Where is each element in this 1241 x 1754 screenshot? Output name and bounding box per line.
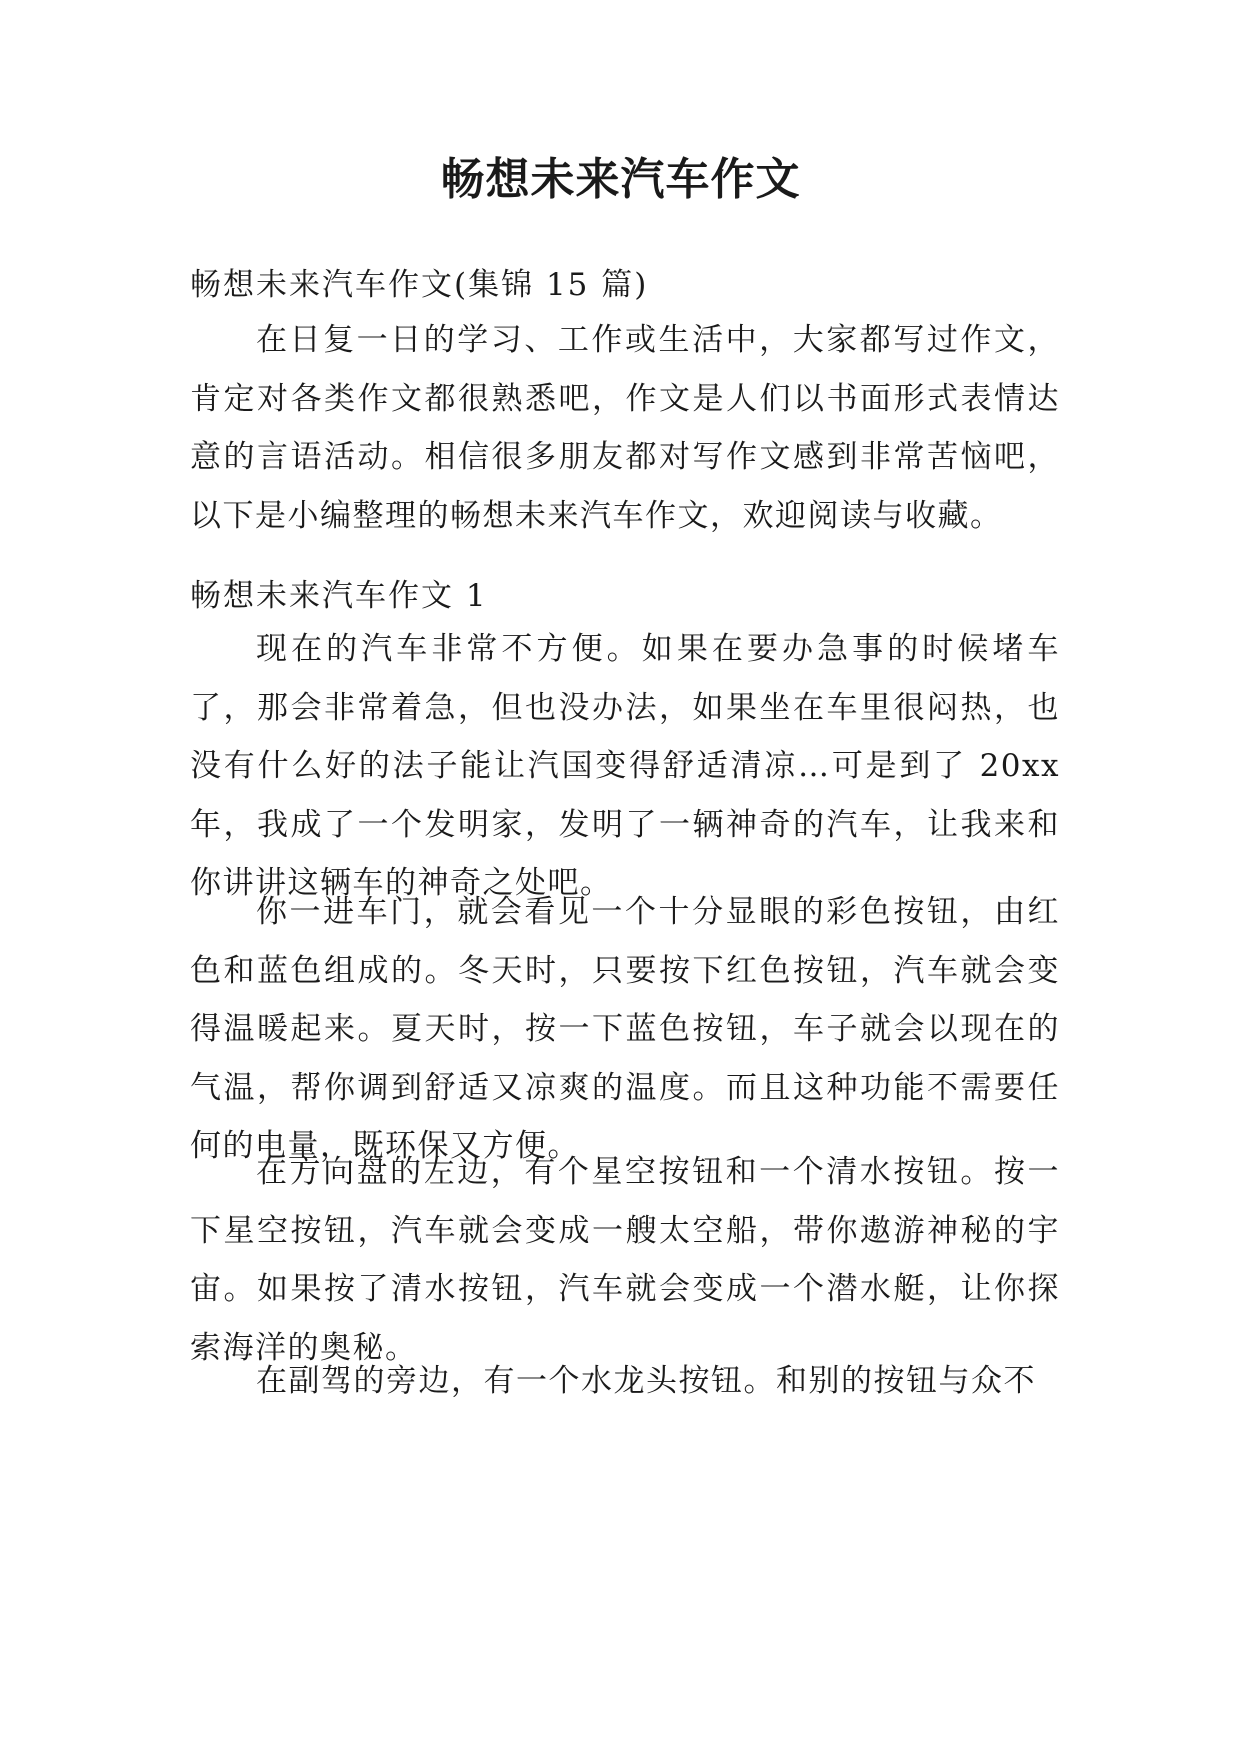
body-paragraph-4: 在副驾的旁边，有一个水龙头按钮。和别的按钮与众不 bbox=[256, 1363, 1036, 1399]
collection-subtitle: 畅想未来汽车作文(集锦 15 篇) bbox=[190, 267, 649, 303]
body-paragraph-3: 在方向盘的左边，有个星空按钮和一个清水按钮。按一下星空按钮，汽车就会变成一艘太空船，带你遨游神秘的宇宙。如果按了清水按钮，汽车就会变成一个潜水艇，让你探索海洋的奥秘。 bbox=[190, 1154, 1060, 1366]
document-title: 畅想未来汽车作文 bbox=[440, 154, 801, 205]
body-paragraph-2: 你一进车门，就会看见一个十分显眼的彩色按钮，由红色和蓝色组成的。冬天时，只要按下红色按钮，汽车就会变得温暖起来。夏天时，按一下蓝色按钮，车子就会以现在的气温，帮你调到舒适又凉爽的温度。而且这种功能不需要任何的电量，既环保又方便。 bbox=[190, 894, 1060, 1164]
body-paragraph-1: 现在的汽车非常不方便。如果在要办急事的时候堵车了，那会非常着急，但也没办法，如果坐在车里很闷热，也没有什么好的法子能让汽国变得舒适清凉…可是到了 20xx 年，我成了一个发明家，发明了一辆神奇的汽车，让我来和你讲讲这辆车的神奇之处吧。 bbox=[190, 631, 1060, 901]
intro-paragraph: 在日复一日的学习、工作或生活中，大家都写过作文，肯定对各类作文都很熟悉吧，作文是人们以书面形式表情达意的言语活动。相信很多朋友都对写作文感到非常苦恼吧，以下是小编整理的畅想未来汽车作文，欢迎阅读与收藏。 bbox=[190, 322, 1060, 534]
section-heading-1: 畅想未来汽车作文 1 bbox=[190, 578, 488, 614]
